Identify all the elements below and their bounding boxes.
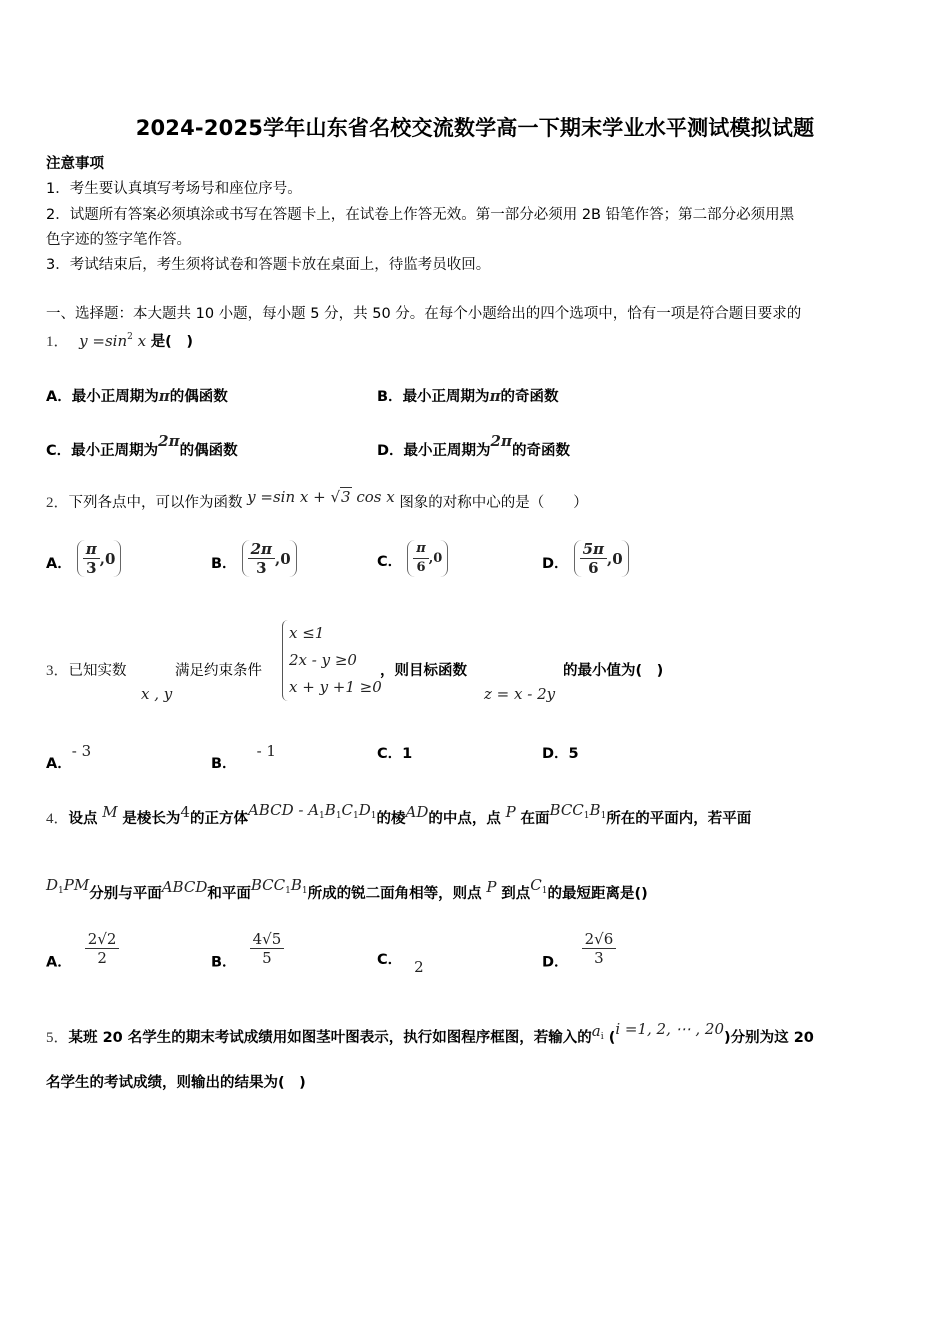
q2-option-a: A． $\frac{\pi}{3}$ ,0 <box>46 540 121 577</box>
q2-option-c: C． $\frac{\pi}{6}$ ,0 <box>377 540 448 577</box>
notice-heading: 注意事项 <box>46 156 104 172</box>
question-4-line-1: 4．设点 M 是棱长为4的正方体ABCD - $A_1B_1C_1D_1$的棱AD的中点，点 P 在面$BCC_1B_1$所在的平面内，若平面 <box>46 801 752 827</box>
q4-option-a: A． $\frac{2√2}{2}$ <box>46 930 119 972</box>
q3-option-b: B．- 1 <box>211 742 276 772</box>
q3-option-c: C．1 <box>377 746 413 762</box>
q1-formula: $y =\sin^2$ x <box>79 332 147 350</box>
q1-suffix: 是( ) <box>150 334 193 350</box>
q1-option-c: C．最小正周期为2π的偶函数 <box>46 432 238 459</box>
q3-constraint-system: x ≤1 2x - y ≥0 x + y +1 ≥0 <box>282 620 382 701</box>
q4-option-b: B． $\frac{4√5}{5}$ <box>211 930 284 972</box>
q3-option-d: D．5 <box>542 746 579 762</box>
question-3: 3．已知实数 <box>46 663 127 679</box>
notice-item-3: 3．考试结束后，考生须将试卷和答题卡放在桌面上，待监考员收回。 <box>46 257 491 273</box>
q1-option-b: B．最小正周期为π的奇函数 <box>377 387 559 405</box>
question-5-line-1: 5．某班 20 名学生的期末考试成绩用如图茎叶图表示，执行如图程序框图，若输入的$a_i$ (i =1, 2, ⋯ , 20)分别为这 20 <box>46 1020 814 1046</box>
notice-item-1: 1．考生要认真填写考场号和座位序号。 <box>46 181 302 197</box>
q2-formula: y =sin x + √3 cos x <box>247 488 395 506</box>
notice-item-2-cont: 色字迹的签字笔作答。 <box>46 232 191 248</box>
section-heading: 一、选择题：本大题共 10 小题，每小题 5 分，共 50 分。在每个小题给出的四个选项中，恰有一项是符合题目要求的 <box>46 306 802 322</box>
question-number: 1． <box>46 334 69 350</box>
q1-option-a: A．最小正周期为π的偶函数 <box>46 387 228 405</box>
page-title: 2024-2025学年山东省名校交流数学高一下期末学业水平测试模拟试题 <box>135 116 815 140</box>
notice-item-2: 2．试题所有答案必须填涂或书写在答题卡上，在试卷上作答无效。第一部分必须用 2B 铅笔作答；第二部分必须用黑 <box>46 207 795 223</box>
q4-option-d: D． $\frac{2√6}{3}$ <box>542 930 616 972</box>
q3-vars: x , y <box>141 685 173 703</box>
q2-option-d: D． $\frac{5\pi}{6}$ ,0 <box>542 540 629 577</box>
question-4-line-2: $D_1PM$分别与平面ABCD和平面$BCC_1B_1$所成的锐二面角相等，则点 P 到点$C_1$的最短距离是() <box>46 876 648 902</box>
q1-option-d: D．最小正周期为2π的奇函数 <box>377 432 570 459</box>
q2-option-b: B． $\frac{2\pi}{3}$ ,0 <box>211 540 297 577</box>
question-1 <box>46 330 193 351</box>
q3-text-constraints: 满足约束条件 <box>175 663 262 679</box>
q4-option-c: C． 2 <box>377 952 424 976</box>
question-2: 2．下列各点中，可以作为函数 y =sin x + √3 cos x 图象的对称中心的是（ ） <box>46 488 588 511</box>
question-5-line-2: 名学生的考试成绩，则输出的结果为( ) <box>46 1075 306 1091</box>
q3-objective: z = x - 2y <box>484 685 556 703</box>
q3-text-objective: ，则目标函数 <box>380 663 467 679</box>
q3-option-a: A．- 3 <box>46 742 92 772</box>
q3-text-min: 的最小值为( ) <box>563 663 664 679</box>
